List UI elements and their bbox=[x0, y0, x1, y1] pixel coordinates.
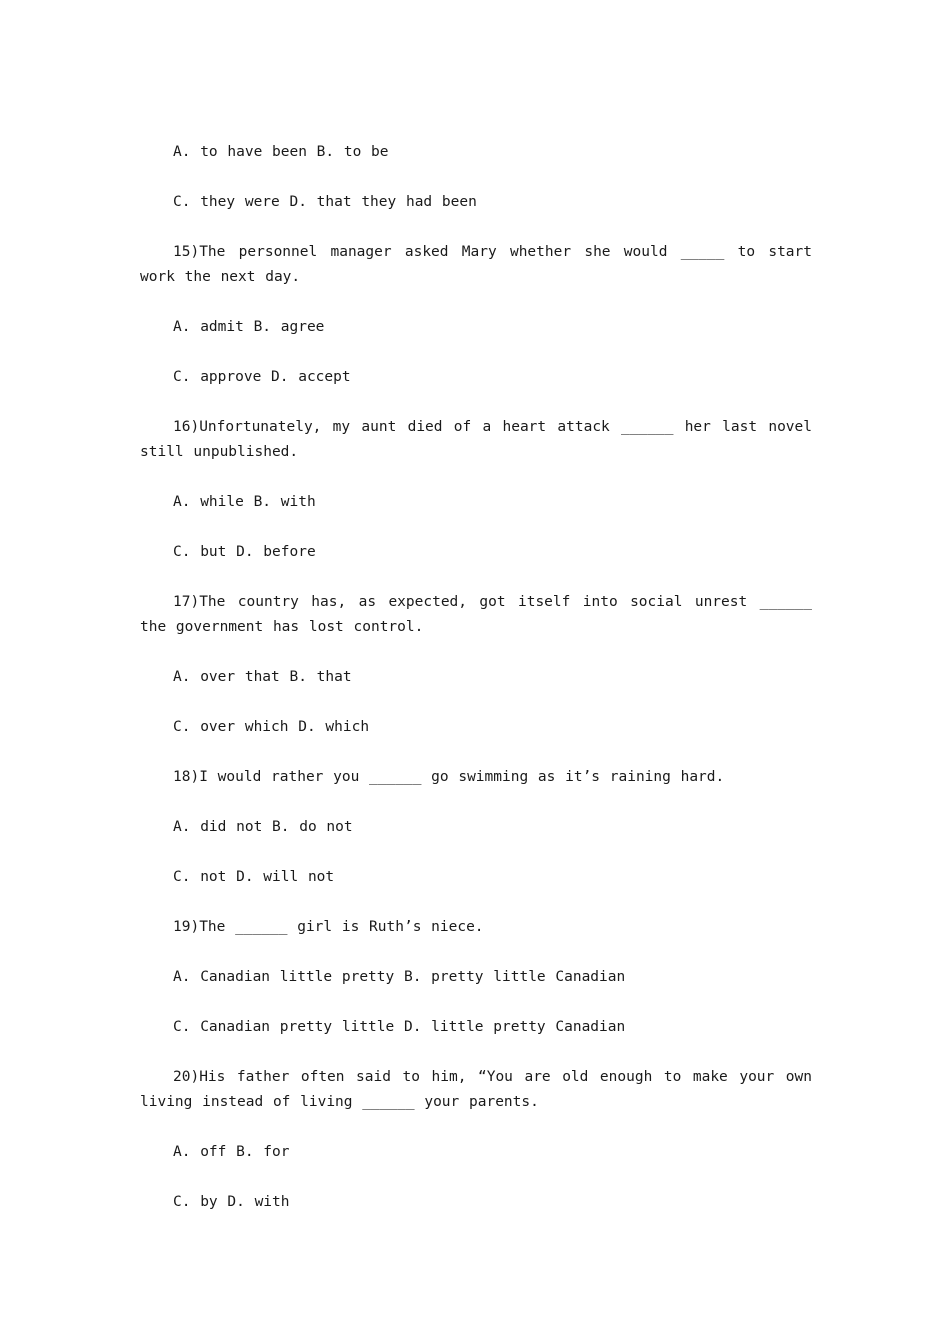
option-line-q15-cd: C. approve D. accept bbox=[173, 369, 351, 385]
option-line-q18-ab: A. did not B. do not bbox=[173, 819, 353, 835]
question-15: 15)The personnel manager asked Mary whether she would _____ to start work the next day. bbox=[140, 244, 812, 285]
option-line-q20-cd: C. by D. with bbox=[173, 1194, 290, 1210]
option-line-q16-ab: A. while B. with bbox=[173, 494, 316, 510]
question-19: 19)The ______ girl is Ruth’s niece. bbox=[173, 919, 484, 935]
question-17: 17)The country has, as expected, got itself into social unrest ______ the government has lost control. bbox=[140, 594, 812, 635]
option-line-q17-ab: A. over that B. that bbox=[173, 669, 352, 685]
option-line-q14-ab: A. to have been B. to be bbox=[173, 144, 389, 160]
option-line-q20-ab: A. off B. for bbox=[173, 1144, 290, 1160]
option-line-q17-cd: C. over which D. which bbox=[173, 719, 370, 735]
option-line-q15-ab: A. admit B. agree bbox=[173, 319, 325, 335]
option-line-q18-cd: C. not D. will not bbox=[173, 869, 335, 885]
question-16: 16)Unfortunately, my aunt died of a heart attack ______ her last novel still unpublished. bbox=[140, 419, 812, 460]
option-line-q14-cd: C. they were D. that they had been bbox=[173, 194, 477, 210]
question-18: 18)I would rather you ______ go swimming as it’s raining hard. bbox=[173, 769, 725, 785]
question-20: 20)His father often said to him, “You are old enough to make your own living instead of living ______ your parents. bbox=[140, 1069, 812, 1110]
option-line-q16-cd: C. but D. before bbox=[173, 544, 316, 560]
document-page bbox=[140, 140, 812, 1240]
option-line-q19-ab: A. Canadian little pretty B. pretty little Canadian bbox=[173, 969, 626, 985]
option-line-q19-cd: C. Canadian pretty little D. little pretty Canadian bbox=[173, 1019, 626, 1035]
